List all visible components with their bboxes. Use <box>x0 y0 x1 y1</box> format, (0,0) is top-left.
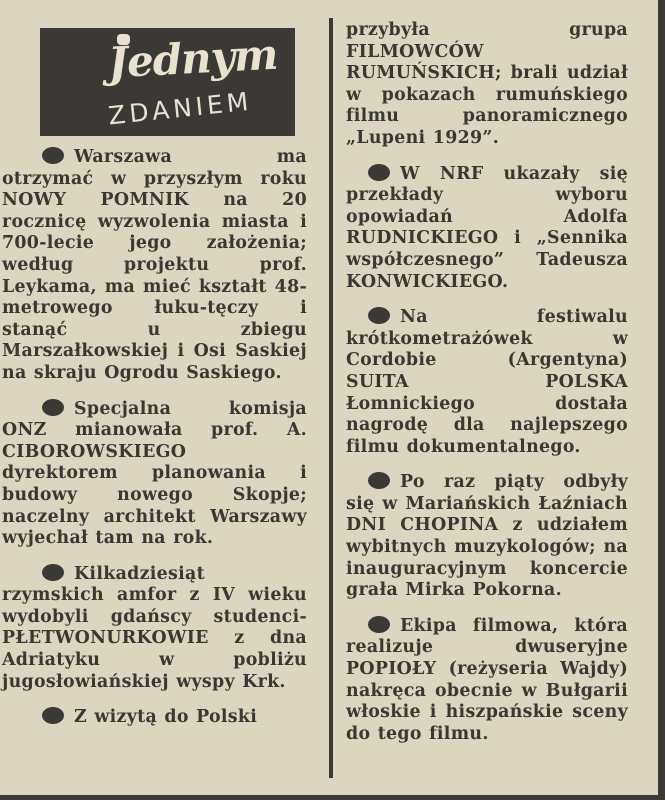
news-item <box>346 616 628 746</box>
news-item-text: Kilkadziesiąt rzymskich amfor z IV wieku wydobyli gdańscy studenci-PŁETWONURKOWIE z dna Adriatyku w pobliżu jugosłowiańskiej wyspy Krk. <box>2 563 307 692</box>
news-item <box>2 564 307 694</box>
news-item <box>346 164 628 294</box>
bullet-icon <box>42 564 64 581</box>
right-column <box>346 20 628 759</box>
news-item <box>346 307 628 458</box>
bullet-icon <box>42 707 64 724</box>
bullet-icon <box>42 147 64 164</box>
bullet-icon <box>42 399 64 416</box>
bullet-icon <box>368 307 390 324</box>
bullet-icon <box>368 164 390 181</box>
news-item-continuation: przybyła grupa FILMOWCÓW RUMUŃSKICH; brali udział w pokazach rumuńskiego filmu panoramicznego „Lupeni 1929”. <box>346 20 628 148</box>
news-item-text: Po raz piąty odbyły się w Mariańskich Łaźniach DNI CHOPINA z udziałem wybitnych muzykologów; na inauguracyjnym koncercie grała Mirka Pokorna. <box>346 472 628 601</box>
news-item-text: W NRF ukazały się przekłady wyboru opowiadań Adolfa RUDNICKIEGO i „Sennika współczesnego” Tadeusza KONWICKIEGO. <box>346 163 628 292</box>
news-item-text: Na festiwalu krótkometrażówek w Cordobie (Argentyna) SUITA POLSKA Łomnickiego dostała nagrodę dla najlepszego filmu dokumentalnego. <box>346 307 628 457</box>
news-item-text: Ekipa filmowa, która realizuje dwuseryjne POPIOŁY (reżyseria Wajdy) nakręca obecnie w Bułgarii włoskie i hiszpańskie sceny do tego filmu. <box>346 615 628 744</box>
masthead-box <box>40 28 295 136</box>
news-item <box>346 472 628 602</box>
left-column <box>2 147 307 743</box>
column-divider <box>329 18 333 778</box>
news-item <box>2 147 307 385</box>
news-item <box>2 707 307 729</box>
news-item-text: Z wizytą do Polski <box>74 707 258 728</box>
news-item <box>2 399 307 550</box>
masthead-title-line1: Jednym <box>106 29 279 88</box>
news-item-text: Specjalna komisja ONZ mianowała prof. A. CIBOROWSKIEGO dyrektorem planowania i budowy nowego Skopje; naczelny architekt Warszawy wyjechał tam na rok. <box>2 398 307 549</box>
masthead-title-line2: ZDANIEM <box>106 86 254 131</box>
bullet-icon <box>368 472 390 489</box>
bullet-icon <box>368 616 390 633</box>
news-item-text: Warszawa ma otrzymać w przyszłym roku NOWY POMNIK na 20 rocznicę wyzwolenia miasta i 700-lecie jego założenia; według projektu prof. Leykama, ma mieć kształt 48-metrowego łuku-tęczy i stanąć u zbiegu Marszałkowskiej i Osi Saskiej na skraju Ogrodu Saskiego. <box>2 147 307 383</box>
